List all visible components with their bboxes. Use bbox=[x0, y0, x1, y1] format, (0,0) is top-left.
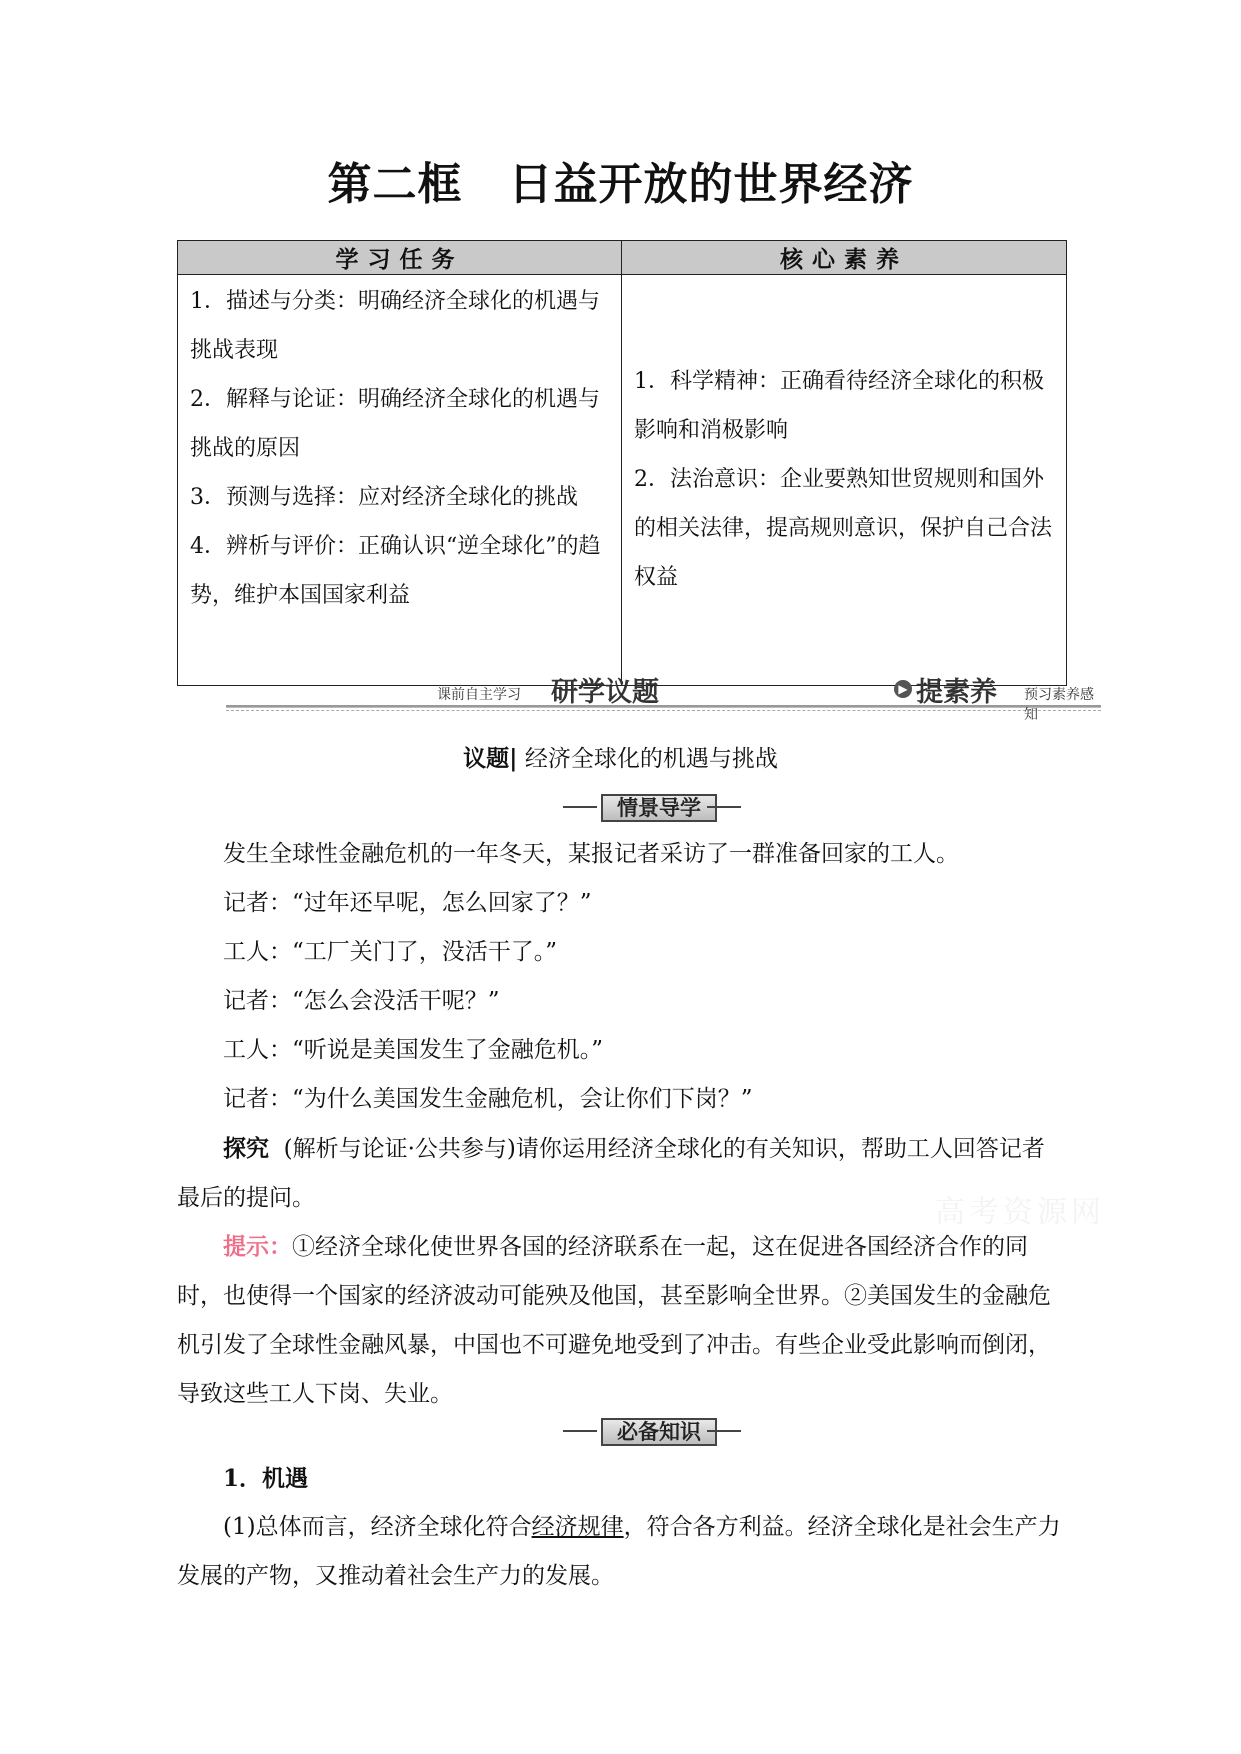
literacy-item: 1．科学精神：正确看待经济全球化的积极影响和消极影响 bbox=[634, 368, 1044, 443]
section-banner bbox=[226, 672, 1101, 723]
topic-label: 议题| bbox=[463, 745, 518, 772]
scenario-badge-label: 情景导学 bbox=[601, 794, 717, 822]
title-part1: 第二框 bbox=[327, 159, 463, 210]
inquiry-text: (解析与论证·公共参与)请你运用经济全球化的有关知识，帮助工人回答记者最后的提问。 bbox=[177, 1136, 1045, 1211]
literacy-cell bbox=[622, 275, 1067, 686]
banner-title-1: 研学议题 bbox=[551, 677, 659, 708]
scenario-paragraph: 发生全球性金融危机的一年冬天，某报记者采访了一群准备回家的工人。 bbox=[223, 841, 959, 867]
hint-paragraph bbox=[177, 1222, 1066, 1419]
knowledge-heading: 1．机遇 bbox=[223, 1465, 309, 1492]
knowledge-text-before: (1)总体而言，经济全球化符合 bbox=[223, 1514, 532, 1540]
page-title bbox=[0, 148, 1241, 212]
dialogue-line: 记者：“为什么美国发生金融危机，会让你们下岗？” bbox=[223, 1086, 753, 1112]
arrow-icon: ▶ bbox=[894, 680, 912, 698]
hint-text: ①经济全球化使世界各国的经济联系在一起，这在促进各国经济合作的同时，也使得一个国家的经济波动可能殃及他国，甚至影响全世界。②美国发生的金融危机引发了全球性金融风暴，中国也不可避免地受到了冲击。有些企业受此影响而倒闭，导致这些工人下岗、失业。 bbox=[177, 1234, 1051, 1407]
banner-right-caption: 预习素养感知 bbox=[1024, 687, 1094, 723]
dialogue-line: 记者：“怎么会没活干呢？” bbox=[223, 988, 500, 1014]
topic-text: 经济全球化的机遇与挑战 bbox=[524, 746, 778, 772]
scenario-badge bbox=[563, 794, 743, 820]
goals-table bbox=[177, 240, 1067, 686]
topic-heading bbox=[0, 740, 1241, 773]
task-item: 2．解释与论证：明确经济全球化的机遇与挑战的原因 bbox=[190, 387, 600, 461]
dialogue-line: 工人：“工厂关门了，没活干了。” bbox=[223, 939, 558, 965]
dialogue-line: 记者：“过年还早呢，怎么回家了？” bbox=[223, 890, 592, 916]
hint-label: 提示： bbox=[223, 1233, 292, 1260]
banner-title-2: 提素养 bbox=[916, 677, 997, 708]
literacy-item: 2．法治意识：企业要熟知世贸规则和国外的相关法律，提高规则意识，保护自己合法权益 bbox=[634, 466, 1053, 590]
title-part2: 日益开放的世界经济 bbox=[508, 159, 914, 210]
knowledge-underlined-term: 经济规律 bbox=[531, 1514, 624, 1540]
inquiry-paragraph bbox=[177, 1124, 1066, 1223]
knowledge-badge bbox=[563, 1418, 743, 1444]
knowledge-badge-label: 必备知识 bbox=[601, 1418, 717, 1446]
dialogue-line: 工人：“听说是美国发生了金融危机。” bbox=[223, 1037, 604, 1063]
knowledge-paragraph bbox=[177, 1503, 1066, 1601]
watermark: 高考资源网 bbox=[935, 1195, 1105, 1230]
inquiry-label: 探究 bbox=[223, 1135, 269, 1162]
task-item: 4．辨析与评价：正确认识“逆全球化”的趋势，维护本国国家利益 bbox=[190, 534, 601, 608]
task-item: 1．描述与分类：明确经济全球化的机遇与挑战表现 bbox=[190, 289, 600, 363]
banner-left-caption: 课前自主学习 bbox=[437, 687, 521, 703]
table-header-literacy: 核心素养 bbox=[622, 241, 1067, 275]
task-item: 3．预测与选择：应对经济全球化的挑战 bbox=[190, 485, 578, 510]
knowledge-text-after: ，符合各方利益。经济全球化是社会生产力发展的产物，又推动着社会生产力的发展。 bbox=[177, 1514, 1061, 1589]
tasks-cell bbox=[178, 275, 622, 686]
table-header-tasks: 学习任务 bbox=[178, 241, 622, 275]
